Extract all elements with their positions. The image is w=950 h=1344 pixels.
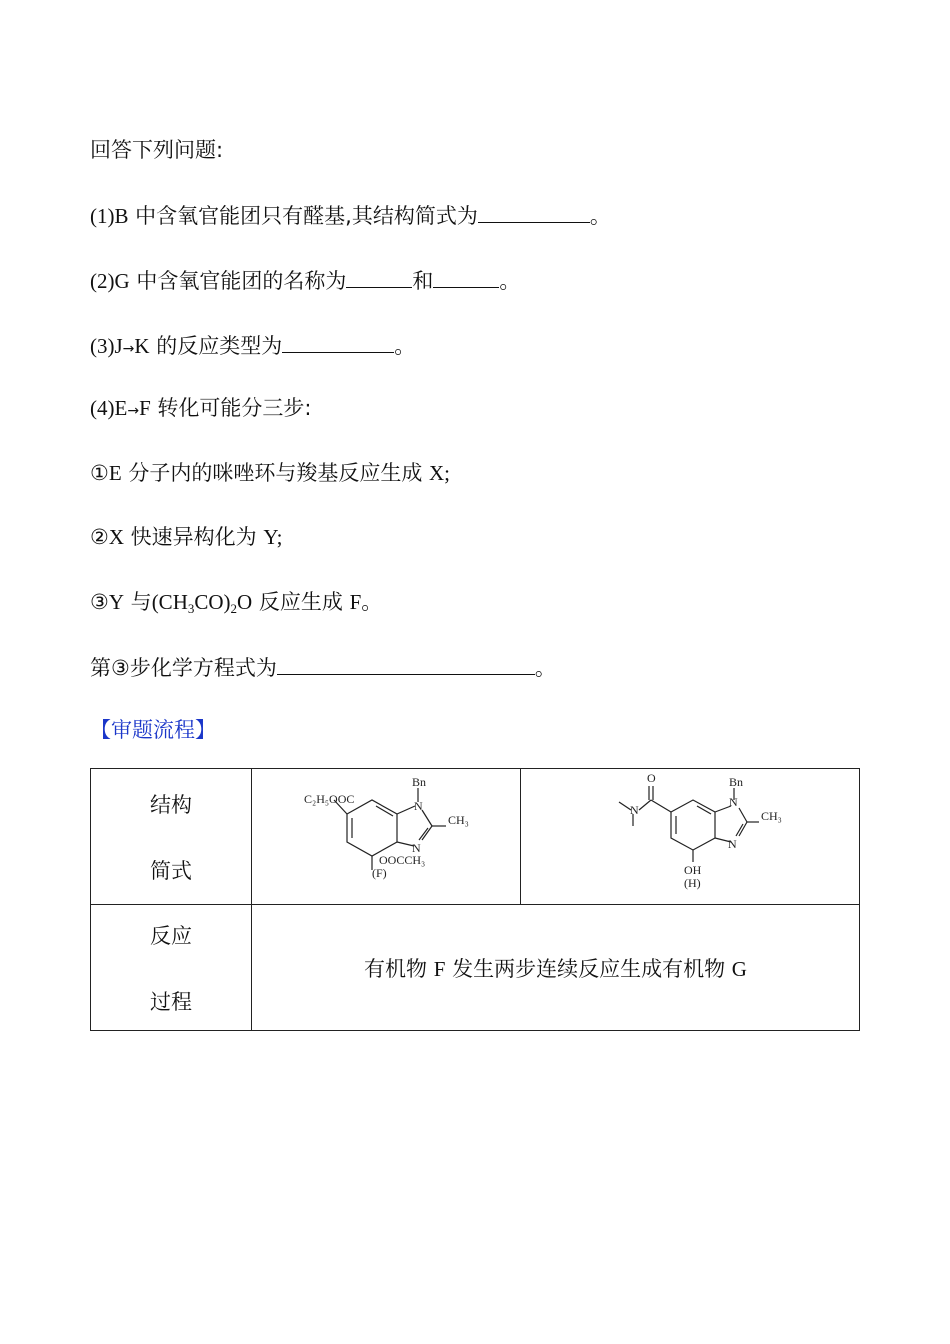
f-methyl: CH₃ (448, 812, 469, 827)
step2-mark: ②X (90, 525, 124, 549)
structure-label-2: 简式 (150, 858, 192, 883)
final-answer-blank[interactable] (277, 652, 535, 675)
q3-end: 。 (394, 334, 416, 358)
process-description-cell (252, 905, 860, 1031)
structure-row (91, 769, 860, 905)
analysis-table (90, 768, 860, 1031)
q4-text: 转化可能分三步: (150, 396, 312, 420)
q2-answer-blank-1[interactable] (346, 265, 412, 288)
intro-text: 回答下列问题: (90, 138, 224, 162)
molecule-f-structure (252, 770, 520, 904)
q3-answer-blank[interactable] (282, 330, 394, 353)
step3-text2: 反应生成 (252, 590, 350, 614)
q2-end: 。 (499, 269, 521, 293)
process-f: F (433, 956, 446, 981)
question-4 (90, 394, 312, 425)
final-question (90, 652, 556, 682)
h-namine: N (630, 802, 639, 817)
h-n1: N (729, 794, 738, 809)
structure-header-cell (91, 769, 252, 905)
process-g: G (731, 956, 747, 981)
f-acetoxy: OOCCH₃ (379, 852, 426, 867)
q3-arrow: → (122, 341, 135, 357)
step3-mark: ③Y (90, 590, 124, 614)
q1-answer-blank[interactable] (478, 200, 590, 223)
q4-f: F (139, 396, 151, 420)
step1-text: 分子内的咪唑环与羧基反应生成 (121, 461, 430, 485)
step-3 (90, 588, 382, 619)
molecule-f-cell (252, 769, 521, 905)
q4-prefix: (4)E (90, 396, 128, 420)
section-heading (90, 716, 216, 744)
process-header-cell (91, 905, 252, 1031)
step3-formula (152, 590, 253, 614)
heading-text: 【审题流程】 (90, 718, 216, 742)
h-n3: N (728, 836, 737, 851)
q2-text: 中含氧官能团的名称为 (129, 269, 347, 293)
question-3 (90, 330, 415, 363)
step2-text: 快速异构化为 (124, 525, 264, 549)
process-text-1: 有机物 (364, 956, 434, 981)
question-2 (90, 265, 520, 295)
process-text-2: 发生两步连续反应生成有机物 (445, 956, 732, 981)
q2-prefix: (2)G (90, 269, 130, 293)
h-o: O (647, 770, 656, 785)
formula-sub-3: 3 (187, 601, 195, 616)
f-n1: N (414, 798, 423, 813)
q1-prefix: (1)B (90, 204, 129, 228)
formula-part-a: (CH (151, 590, 188, 614)
f-label: (F) (372, 865, 387, 880)
step3-text1: 与 (124, 590, 152, 614)
h-bn: Bn (729, 774, 744, 789)
q4-arrow: → (127, 403, 140, 419)
question-1 (90, 200, 611, 230)
structure-label-1: 结构 (150, 792, 192, 817)
process-row (91, 905, 860, 1031)
process-label-1: 反应 (150, 923, 192, 948)
intro-line (90, 136, 223, 164)
q1-end: 。 (589, 204, 611, 228)
h-methyl: CH₃ (761, 808, 782, 823)
step2-y: Y; (263, 525, 283, 549)
step1-mark: ①E (90, 461, 122, 485)
step1-x: X; (429, 461, 451, 485)
q1-text: 中含氧官能团只有醛基,其结构简式为 (128, 204, 478, 228)
final-end: 。 (534, 656, 556, 680)
step-2 (90, 523, 282, 551)
final-text: 第③步化学方程式为 (90, 656, 277, 680)
step-1 (90, 459, 450, 487)
step3-f: F。 (349, 590, 383, 614)
h-oh: OH (684, 862, 702, 877)
process-label-2: 过程 (150, 989, 192, 1014)
q2-answer-blank-2[interactable] (433, 265, 499, 288)
h-label: (H) (684, 875, 701, 890)
formula-part-c: O (237, 590, 253, 614)
formula-sub-2: 2 (230, 601, 238, 616)
f-n3: N (412, 840, 421, 855)
q3-text: 的反应类型为 (149, 334, 283, 358)
q2-mid: 和 (412, 269, 434, 293)
molecule-h-structure (521, 770, 859, 904)
formula-part-b: CO) (194, 590, 231, 614)
q3-k: K (134, 334, 150, 358)
f-bn: Bn (412, 774, 427, 789)
molecule-h-cell (521, 769, 860, 905)
f-ester: C₂H₅OOC (304, 791, 355, 806)
q3-prefix: (3)J (90, 334, 123, 358)
